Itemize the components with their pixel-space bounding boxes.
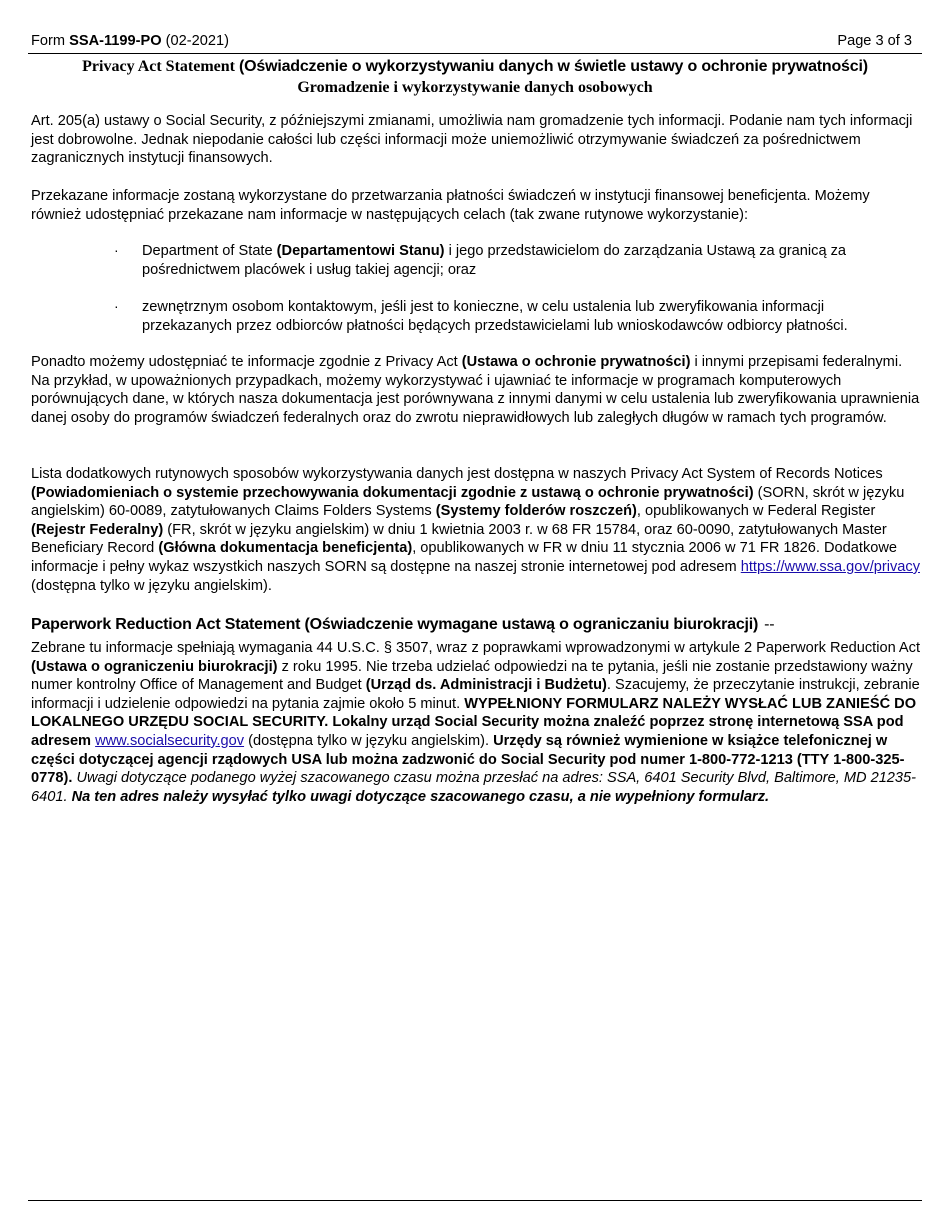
paperwork-reduction-heading: Paperwork Reduction Act Statement (Oświadczenie wymagane ustawą o ograniczaniu biurokracji) --: [31, 616, 775, 633]
title-subheading: Gromadzenie i wykorzystywanie danych osobowych: [297, 79, 653, 96]
page-header: [31, 32, 912, 50]
paragraph-legal-basis: Art. 205(a) ustawy o Social Security, z późniejszymi zmianami, umożliwia nam gromadzenie tych informacji. Podanie nam tych informacji jest dobrowolne. Jednak niepodanie całości lub części informacji może uniemożliwić otrzymywanie świadczeń za pośrednictwem zagranicznych instytucji finansowych.: [31, 113, 913, 167]
bullet-marker: ·: [114, 298, 119, 314]
privacy-act-title: Privacy Act Statement (Oświadczenie o wykorzystywaniu danych w świetle ustawy o ochronie prywatności) Gromadzenie i wykorzystywanie danych osobowych: [28, 56, 922, 98]
bullet-marker: ·: [114, 242, 119, 258]
socialsecurity-link[interactable]: www.socialsecurity.gov: [95, 732, 245, 749]
page-number: Page 3 of 3: [837, 33, 912, 49]
paragraph-usage: Przekazane informacje zostaną wykorzystane do przetwarzania płatności świadczeń w instytucji finansowej beneficjenta. Możemy również udostępniać przekazane nam informacje w następujących celach (tak zwane rutynowe wykorzystanie):: [31, 188, 870, 223]
footer-rule: [28, 1200, 922, 1201]
bullet-item-contacts: zewnętrznym osobom kontaktowym, jeśli jest to konieczne, w celu ustalenia lub zweryfikowania informacji przekazanych przez odbiorców płatności będących przedstawicielami lub wnioskodawców odbiorcy płatności.: [142, 299, 848, 334]
privacy-link[interactable]: https://www.ssa.gov/privacy: [740, 558, 920, 575]
paragraph-disclosure: Ponadto możemy udostępniać te informacje zgodnie z Privacy Act (Ustawa o ochronie prywatności) i innymi przepisami federalnymi. Na przykład, w upoważnionych przypadkach, możemy wykorzystywać i ujawniać te informacje w programach komputerowych porównujących dane, w których nasza dokumentacja jest porównywana z innymi danymi w celu ustalenia lub zweryfikowania uprawnienia danej osoby do programów świadczeń federalnych oraz do zwrotu nieprawidłowych lub zaległych długów w ramach tych programów.: [31, 354, 920, 426]
header-rule: [28, 53, 922, 54]
bullet-item-state-dept: Department of State (Departamentowi Stanu) i jego przedstawicielom do zarządzania Ustawą za granicą za pośrednictwem placówek i usług takiej agencji; oraz: [142, 243, 847, 278]
paragraph-paperwork: Zebrane tu informacje spełniają wymagania 44 U.S.C. § 3507, wraz z poprawkami wprowadzonymi w artykule 2 Paperwork Reduction Act (Ustawa o ograniczeniu biurokracji) z roku 1995. Nie trzeba udzielać odpowiedzi na te pytania, jeśli nie zostanie przedstawiony ważny numer kontrolny Office of Management and Budget (Urząd ds. Administracji i Budżetu). Szacujemy, że przeczytanie instrukcji, zebranie informacji i udzielenie odpowiedzi na pytania zajmie około 5 minut. WYPEŁNIONY FORMULARZ NALEŻY WYSŁAĆ LUB ZANIEŚĆ DO LOKALNEGO URZĘDU SOCIAL SECURITY. Lokalny urząd Social Security można znaleźć poprzez stronę internetową SSA pod adresem www.socialsecurity.gov (dostępna tylko w języku angielskim). Urzędy są również wymienione w książce telefonicznej w części dotyczącej agencji rządowych USA lub można zadzwonić do Social Security pod numer 1-800-772-1213 (TTY 1-800-325-0778). Uwagi dotyczące podanego wyżej szacowanego czasu można przesłać na adres: SSA, 6401 Security Blvd, Baltimore, MD 21235-6401. Na ten adres należy wysyłać tylko uwagi dotyczące szacowanego czasu, a nie wypełniony formularz.: [31, 640, 921, 805]
paragraph-routine-uses: Lista dodatkowych rutynowych sposobów wykorzystywania danych jest dostępna w naszych Privacy Act System of Records Notices (Powiadomieniach o systemie przechowywania dokumentacji zgodnie z ustawą o ochronie prywatności) (SORN, skrót w języku angielskim) 60-0089, zatytułowanych Claims Folders Systems (Systemy folderów roszczeń), opublikowanych w Federal Register (Rejestr Federalny) (FR, skrót w języku angielskim) w dniu 1 kwietnia 2003 r. w 68 FR 15784, oraz 60-0090, zatytułowanych Master Beneficiary Record (Główna dokumentacja beneficjenta), opublikowanych w FR w dniu 11 stycznia 2006 w 71 FR 1826. Dodatkowe informacje i pełny wykaz wszystkich naszych SORN są dostępne na naszej stronie internetowej pod adresem https://www.ssa.gov/privacy (dostępna tylko w języku angielskim).: [31, 466, 920, 594]
form-code: SSA-1199-PO: [69, 33, 162, 49]
form-id: Form SSA-1199-PO (02-2021): [31, 33, 229, 49]
